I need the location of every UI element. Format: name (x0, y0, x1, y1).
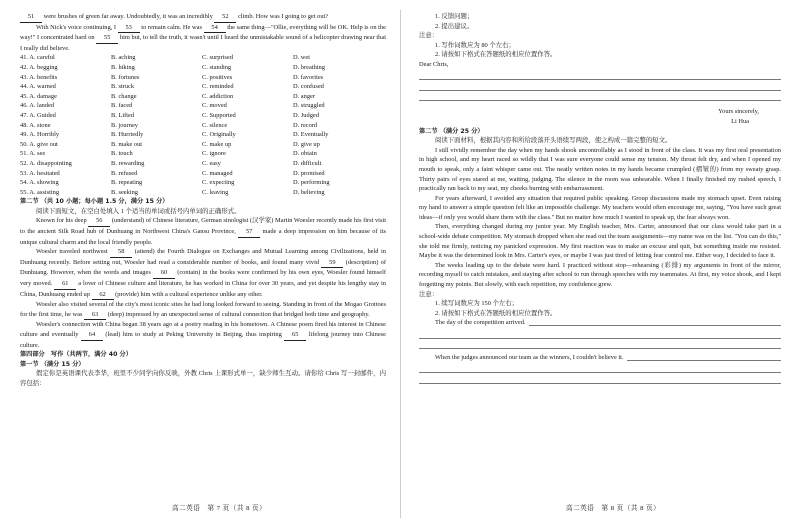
option-44-d: D. confused (293, 83, 324, 91)
answer-line (627, 353, 781, 361)
paragraph-text: lifelong journey into Chinese culture. (20, 331, 386, 349)
paragraph-text: (lead) him to study at Peking University in Beijing, thus inspiring (102, 331, 285, 338)
option-41-d: D. wet (293, 54, 311, 62)
story-paragraph: The weeks leading up to the debate were hard. I practiced without stop—rehearsing (彩排) my arguments in front of the mirror, recording myself to catch mistakes, and staying after school to run through speeches with my teammates. At first, my voice shook, and I kept forgetting my points. But slowly, with each repetition, my confidence grew. (419, 261, 781, 289)
note-item: 2. 请按如下格式在答题纸的相应位置作答。 (435, 309, 557, 317)
blank-61: 61 (54, 279, 76, 290)
blank-60: 60 (153, 268, 175, 279)
paragraph-opening: When the judges announced our team as the winners, I couldn't believe it. (435, 354, 624, 362)
answer-line (419, 339, 781, 350)
option-48-d: D. record (293, 121, 318, 129)
option-44-a: 44. A. warned (20, 83, 56, 91)
option-55-c: C. leaving (202, 188, 229, 196)
option-47-c: C. Supported (202, 111, 236, 119)
answer-line (419, 363, 781, 374)
blank-56: 56 (88, 216, 110, 227)
option-54-c: C. expecting (202, 179, 235, 187)
option-50-c: C. make up (202, 140, 232, 148)
note-label: 注意： (419, 32, 439, 40)
option-45-a: 45. A. damage (20, 92, 57, 100)
paragraph-text: were brushes of green far away. Undoubtedly, it was an incredibly (42, 13, 215, 20)
option-41-b: B. aching (111, 54, 136, 62)
option-44-b: B. struck (111, 83, 135, 91)
passage-paragraph (20, 216, 386, 247)
option-50-a: 50. A. give out (20, 140, 58, 148)
option-54-b: B. repeating (111, 179, 143, 187)
option-46-b: B. faced (111, 102, 133, 110)
option-46-a: 46. A. landed (20, 102, 55, 110)
part-title: 第四部分 写作（共两节，满分 40 分） (20, 351, 132, 359)
option-55-b: B. seeking (111, 188, 138, 196)
section-instruction: 阅读下面短文，在空白处填入 1 个适当的单词或括号内单词的正确形式。 (36, 207, 241, 215)
paragraph-text: Woesler traveled northwest (36, 248, 111, 256)
paragraph-text: Woesler's connection with China began 38 years ago at a poetry reading in his hometown. A Chinese poem fired his interest in Chinese culture and eventually (20, 321, 386, 338)
option-52-d: D. difficult (293, 159, 322, 167)
note-item: 1. 续写词数应为 150 个左右； (435, 300, 519, 308)
passage-paragraph (20, 300, 386, 320)
passage-paragraph (20, 320, 386, 350)
blank-64: 64 (81, 330, 103, 341)
option-42-b: B. hiking (111, 63, 135, 71)
story-paragraph: Then, everything changed during my junior year. My English teacher, Mrs. Carter, announced that our class would take part in a school-wide debate competition. My stomach dropped when she read out the team assignments—my name was on the list. "You can do this," she told me firmly, noticing my panicked expression. My first reaction was to make an excuse and quit, but something inside me resisted. Maybe it was the determined look in Mrs. Carter's eyes, or maybe I was just tired of letting fear control me. Either way, I decided to face it. (419, 223, 781, 260)
option-49-b: B. Hurriedly (111, 131, 144, 139)
option-48-b: B. journey (111, 121, 138, 129)
list-item: 2. 提出建议。 (435, 22, 474, 30)
blank-54: 54 (204, 23, 226, 34)
option-43-b: B. fortunes (111, 73, 140, 81)
list-item: 1. 反馈问题； (435, 13, 474, 20)
section-title: 第二节 （共 10 小题；每小题 1.5 分，满分 15 分） (20, 198, 169, 206)
answer-line (419, 80, 781, 91)
letter-salutation: Dear Chris, (419, 60, 449, 68)
page-footer-left: 高二英语 第 7 页（共 8 页） (172, 505, 267, 512)
option-47-d: D. Judged (293, 111, 319, 119)
option-49-d: D. Eventually (293, 131, 329, 139)
paragraph-text: him but, to tell the truth, it wasn't until I heard the unmistakable sound of a helicopter drawing near that I really did believe. (20, 34, 386, 52)
option-41-c: C. surprised (202, 54, 233, 62)
option-45-c: C. addiction (202, 92, 234, 100)
paragraph-text: (deep) impressed by an unexpected sense of cultural connection that bridged both time and geography. (106, 310, 370, 318)
paragraph-text: (understand) of Chinese literature, German sinologist (汉学家) Martin Woesler recently made his first visit to the ancient Silk Road hub of Dunhuang in Northwest China's Gansu Province, (20, 217, 386, 236)
option-42-d: D. breathing (293, 63, 325, 71)
option-47-a: 47. A. Guided (20, 111, 56, 119)
option-52-c: C. easy (202, 159, 221, 167)
option-49-c: C. Originally (202, 131, 236, 139)
answer-line (419, 91, 781, 102)
paragraph-text: a lover of Chinese culture and literature, he has worked in China for over 30 years, and yet despite his lengthy stay in China, Dunhuang ended up (20, 280, 387, 298)
paragraph-text: made a deep impression on him because of its unique cultural charm and the local friendly people. (20, 228, 386, 246)
blank-57: 57 (238, 227, 260, 238)
option-47-b: B. Lifted (111, 111, 135, 119)
option-51-a: 51. A. see (20, 150, 46, 158)
option-54-d: D. performing (293, 179, 330, 187)
option-45-b: B. change (111, 92, 137, 100)
blank-55: 55 (96, 33, 118, 44)
blank-51: 51 (20, 12, 42, 23)
option-46-d: D. struggled (293, 102, 325, 110)
paragraph-text: With Nick's voice continuing, I (36, 23, 118, 31)
option-48-c: C. silence (202, 121, 228, 129)
blank-59: 59 (321, 258, 343, 269)
option-51-d: D. obtain (293, 150, 317, 158)
option-45-d: D. anger (293, 92, 316, 100)
page-divider (400, 10, 401, 518)
option-43-a: 43. A. benefits (20, 73, 58, 81)
answer-line (419, 328, 781, 339)
blank-53: 53 (118, 23, 140, 34)
story-paragraph: For years afterward, I avoided any situation that required public speaking. Group discussions made my stomach upset. Even raising my hand to answer a simple question felt like an impossible challenge. My teachers would often encourage me, saying, "You have such great ideas—if only you would share them with the class." But no matter how much I wanted to speak up, the fear always won. (419, 194, 781, 221)
option-46-c: C. moved (202, 102, 227, 110)
note-label: 注意： (419, 290, 439, 298)
option-51-b: B. touch (111, 150, 133, 158)
options-grid (20, 53, 386, 197)
paragraph-text: (description) of Dunhuang. However, when the words and images (20, 258, 387, 277)
option-51-c: C. ignore (202, 150, 226, 158)
blank-52: 52 (214, 12, 236, 23)
paragraph-text: climb. How was I going to get out? (236, 13, 329, 20)
option-52-a: 52. A. disappointing (20, 159, 72, 167)
right-page (419, 12, 781, 384)
section-title: 第一节 （满分 15 分） (20, 360, 85, 368)
option-48-a: 48. A. stone (20, 121, 51, 129)
option-50-b: B. make out (111, 140, 143, 148)
section-title: 第二节 （满分 25 分） (419, 127, 484, 135)
story-paragraph: I still vividly remember the day when my hands shook uncontrollably as I stood in front of the class. It was my first oral presentation in high school, and my heart raced so wildly that I was sure everyone could sense my tension. My throat felt dry, and when I opened my mouth to speak, only a faint whisper came out. The neatly written notes in my hands became crumpled (褶皱的) from my sweaty grasp. Thirty pairs of eyes stared at me, waiting, judging. The silence in the room was unbearable. When I finally finished my rushed speech, I practically ran back to my seat, my cheeks burning with embarrassment. (419, 146, 781, 193)
paragraph-opening: The day of the competition arrived. (435, 319, 526, 327)
paragraph-text: Woesler also visited several of the city's most iconic sites he had long looked forward to seeing. Standing in front of the Mogao Grottoes for the first time, he was (20, 301, 386, 318)
option-41-a: 41. A. careful (20, 54, 55, 62)
option-43-c: C. positives (202, 73, 233, 81)
option-43-d: D. favorites (293, 73, 324, 81)
section-instruction: 假定你是英语课代表李华，班里不少同学向你反映，外教 Chris 上课形式单一，缺少师生互动。请你给 Chris 写一封邮件，内容包括： (20, 370, 386, 387)
option-42-c: C. standing (202, 63, 232, 71)
section-instruction: 阅读下面材料，根据其内容和所给段落开头语续写两段，使之构成一篇完整的短文。 (435, 137, 672, 145)
page-footer-right: 高二英语 第 8 页（共 8 页） (566, 505, 661, 512)
option-44-c: C. reminded (202, 83, 234, 91)
note-item: 2. 请按如下格式在答题纸的相应位置作答。 (435, 51, 557, 59)
paragraph-text: the same thing—"Ollie, everything will be OK. Help is on the way!" I concentrated hard on (20, 23, 386, 42)
option-52-b: B. rewarding (111, 159, 145, 167)
blank-63: 63 (84, 310, 106, 321)
note-item: 1. 写作词数应为 80 个左右； (435, 41, 515, 49)
option-55-a: 55. A. assisting (20, 188, 60, 196)
left-page (20, 12, 386, 389)
paragraph-text: (contain) in the books were confirmed by his own eyes, Woesler found himself very moved. (20, 269, 386, 288)
letter-closing: Yours sincerely, (718, 108, 759, 116)
option-53-a: 53. A. hesitated (20, 169, 60, 177)
paragraph-text: to remain calm. He was (139, 23, 204, 31)
continuation-start-1 (419, 318, 781, 328)
blank-65: 65 (284, 330, 306, 341)
option-53-d: D. promised (293, 169, 325, 177)
option-54-a: 54. A. showing (20, 179, 59, 187)
option-55-d: D. believing (293, 188, 325, 196)
blank-62: 62 (92, 290, 114, 301)
continuation-start-2 (419, 353, 781, 363)
paragraph-text: (attend) the Fourth Dialogue on Exchanges and Mutual Learning among Civilizations, held in Dunhuang recently. Before setting out, Woesler had read a considerable number of books, and found many vivid (20, 248, 386, 266)
answer-line (529, 318, 781, 326)
paragraph-text: Known for his deep (36, 217, 89, 225)
passage-paragraph (20, 247, 386, 300)
passage-paragraph (20, 23, 386, 54)
passage-paragraph (20, 12, 386, 23)
blank-58: 58 (110, 247, 132, 258)
option-50-d: D. give up (293, 140, 320, 148)
option-53-c: C. managed (202, 169, 233, 177)
answer-line (419, 70, 781, 81)
answer-line (419, 373, 781, 384)
option-53-b: B. refused (111, 169, 138, 177)
letter-signature: Li Hua (731, 117, 749, 125)
option-49-a: 49. A. Horribly (20, 131, 60, 139)
paragraph-text: (provide) him with a cultural experience unlike any other. (113, 290, 263, 298)
option-42-a: 42. A. begging (20, 63, 58, 71)
